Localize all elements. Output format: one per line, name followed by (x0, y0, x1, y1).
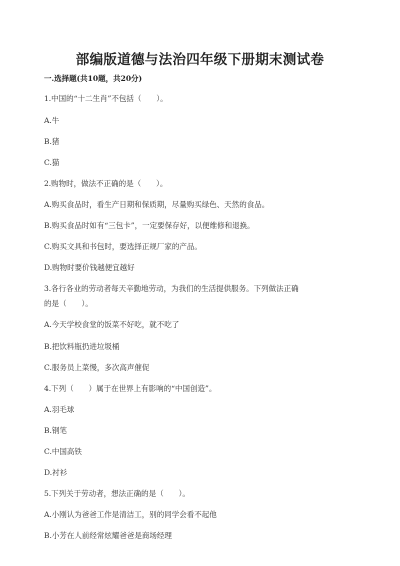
question-5-stem: 5.下列关于劳动者，想法正确的是（ ）。 (44, 489, 190, 498)
question-5-option-a: A.小刚认为爸爸工作是清洁工，别的同学会看不起他 (44, 510, 217, 519)
question-4-option-d: D.衬衫 (44, 468, 68, 477)
question-2-option-a: A.购买食品时，看生产日期和保质期，尽量购买绿色、天然的食品。 (44, 200, 270, 209)
question-3-option-a: A.今天学校食堂的饭菜不好吃，就不吃了 (44, 320, 180, 329)
question-3-stem-line-1: 3.各行各业的劳动者每天辛勤地劳动，为我们的生活提供服务。下列做法正确 (44, 284, 299, 293)
question-2-stem: 2.购物时，做法不正确的是（ ）。 (44, 179, 168, 188)
question-1-option-b: B.猪 (44, 137, 60, 146)
question-4-option-c: C.中国高铁 (44, 447, 82, 456)
question-1-stem: 1.中国的“十二生肖”不包括（ ）。 (44, 94, 168, 103)
question-2-option-d: D.购物时要价钱越便宜越好 (44, 263, 135, 272)
question-1-option-a: A.牛 (44, 116, 60, 125)
page-title: 部编版道德与法治四年级下册期末测试卷 (75, 52, 325, 68)
section-heading: 一.选择题(共10题，共20分) (44, 74, 143, 83)
question-4-stem: 4.下列（ ）属于在世界上有影响的“中国创造”。 (44, 384, 217, 393)
question-5-option-b: B.小芳在人前经常炫耀爸爸是商场经理 (44, 531, 172, 540)
question-3-option-b: B.把饮料瓶扔进垃圾桶 (44, 342, 120, 351)
question-2-option-c: C.购买文具和书包时，要选择正规厂家的产品。 (44, 242, 202, 251)
question-4-option-b: B.钢笔 (44, 426, 67, 435)
question-3-option-c: C.服务员上菜慢，多次高声催促 (44, 363, 150, 372)
question-1-option-c: C.猫 (44, 158, 60, 167)
question-4-option-a: A.羽毛球 (44, 405, 75, 414)
question-3-stem-line-2: 的是（ ）。 (44, 299, 93, 308)
question-2-option-b: B.购买食品时如有“三包卡”，一定要保存好，以便维修和退换。 (44, 221, 255, 230)
